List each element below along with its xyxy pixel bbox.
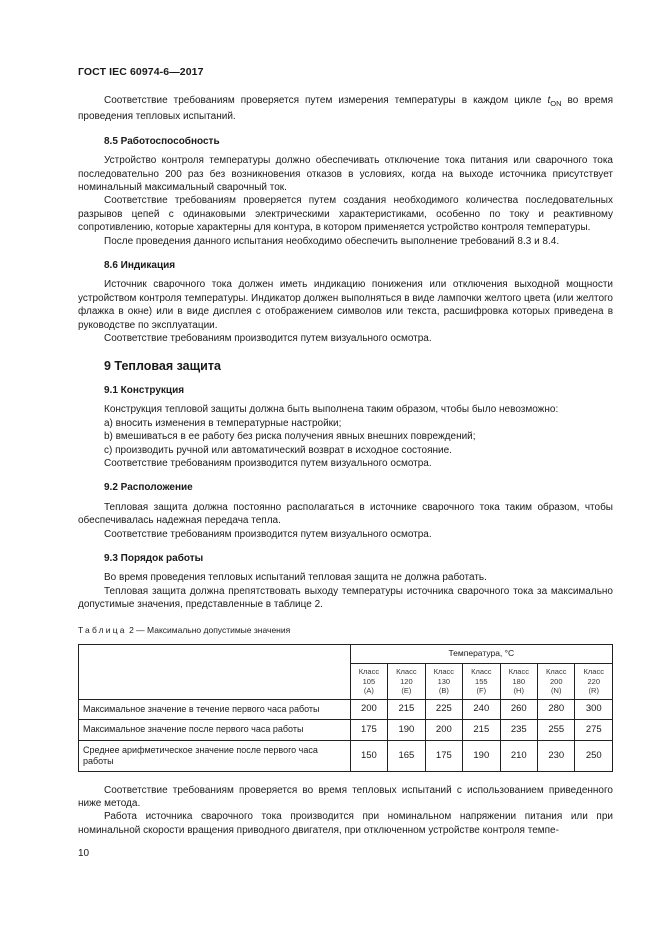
class-value: 130	[437, 676, 451, 686]
page-number: 10	[78, 848, 90, 859]
table-cell: 215	[388, 699, 425, 719]
table-cell: 210	[500, 740, 537, 771]
class-word: Класс	[546, 667, 567, 676]
table-cell: 250	[575, 740, 613, 771]
class-value: 155	[475, 676, 488, 686]
class-word: Класс	[358, 667, 380, 676]
class-code: (B)	[438, 686, 449, 695]
class-header-cell	[388, 664, 425, 700]
table-row	[79, 699, 613, 719]
table-cell: 225	[425, 699, 462, 719]
section-heading-8-5: 8.5 Работоспособность	[104, 135, 220, 147]
class-word: Класс	[508, 667, 529, 676]
paragraph: Тепловая защита должна постоянно располагаться в источнике сварочного тока таким образом, чтобы обеспечивалась надежная передача тепла.	[78, 501, 613, 527]
list-item: b) вмешиваться в ее работу без риска получения явных внешних повреждений;	[104, 431, 476, 443]
class-word: Класс	[583, 667, 604, 676]
table-cell: 260	[500, 699, 537, 719]
class-code: (A)	[363, 686, 374, 695]
paragraph: Устройство контроля температуры должно обеспечивать отключение тока питания или сварочного тока последовательно 200 раз без возникновения отказов в условиях, когда на выходе источника присутствует номинальный максимальный сварочный ток.	[78, 155, 613, 194]
table-cell: 190	[463, 740, 500, 771]
paragraph: Работа источника сварочного тока производится при номинальном напряжении питания или при номинальной скорости вращения приводного двигателя, при отключенном устройстве контроля темпе-	[78, 811, 613, 836]
class-value: 120	[400, 676, 413, 686]
table-caption-text: 2 — Максимально допустимые значения	[126, 624, 291, 635]
class-value: 220	[587, 676, 600, 686]
table-caption-label: Таблица	[78, 624, 127, 635]
table-cell: 175	[350, 719, 387, 740]
table-cell: 215	[463, 719, 500, 740]
table-cell: 175	[425, 740, 462, 771]
max-temperature-table	[78, 644, 613, 772]
class-code: (E)	[401, 686, 412, 695]
class-header-cell	[350, 664, 387, 700]
class-word: Класс	[396, 667, 417, 676]
table-caption	[78, 624, 613, 637]
table-cell: 300	[575, 699, 613, 719]
paragraph: Источник сварочного тока должен иметь индикацию понижения или отключения выходной мощности устройством контроля температуры. Индикатор должен выполняться в виде лампочки желтого цвета (или желтого флажка в окне) или в виде дисплея с отображением символов или текста, расшифровка которых приведена в руководстве по эксплуатации.	[78, 279, 613, 331]
table-cell: 240	[463, 699, 500, 719]
table-cell: 200	[350, 699, 387, 719]
paragraph	[78, 94, 613, 124]
class-value: 200	[549, 676, 563, 686]
table-cell: 190	[388, 719, 425, 740]
row-label: Максимальное значение после первого часа работы	[79, 719, 351, 740]
paragraph: После проведения данного испытания необходимо обеспечить выполнение требований 8.3 и 8.4.	[104, 235, 560, 247]
table-cell: 275	[575, 719, 613, 740]
table-corner-cell	[79, 645, 351, 700]
paragraph: Соответствие требованиям проверяется путем создания необходимого количества последовательных разрывов цепей с одинаковыми электрическими характеристиками, особенно по току и реактивному сопротивлению, которые характерны для контура, в котором применяется устройство контроля температуры.	[78, 195, 613, 234]
class-code: (R)	[588, 686, 599, 695]
paragraph: Тепловая защита должна препятствовать выходу температуры источника сварочного тока за максимально допустимые значения, представленные в таблице 2.	[78, 585, 613, 611]
table-row	[79, 740, 613, 771]
class-code: (N)	[551, 686, 562, 695]
table-row	[79, 719, 613, 740]
table-cell: 150	[350, 740, 387, 771]
paragraph: Конструкция тепловой защиты должна быть выполнена таким образом, чтобы было невозможно:	[104, 404, 559, 416]
paragraph: Соответствие требованиям производится путем визуального осмотра.	[104, 528, 432, 540]
class-header-cell	[538, 664, 575, 700]
class-header-cell	[463, 664, 500, 700]
class-word: Класс	[433, 667, 455, 676]
section-heading-8-6: 8.6 Индикация	[104, 260, 176, 272]
table-cell: 200	[425, 719, 462, 740]
class-value: 105	[362, 676, 376, 686]
paragraph: Соответствие требованиям производится путем визуального осмотра.	[104, 333, 432, 345]
class-header-cell	[425, 664, 462, 700]
class-word: Класс	[471, 667, 492, 676]
row-label: Максимальное значение в течение первого часа работы	[79, 699, 351, 719]
class-header-cell	[575, 664, 613, 700]
section-heading-9-3: 9.3 Порядок работы	[104, 552, 204, 564]
symbol-subscript: ON	[550, 99, 562, 108]
section-heading-9-2: 9.2 Расположение	[104, 482, 193, 494]
paragraph: Во время проведения тепловых испытаний тепловая защита не должна работать.	[104, 572, 487, 584]
table-cell: 255	[538, 719, 575, 740]
table-cell: 230	[538, 740, 575, 771]
table-cell: 280	[538, 699, 575, 719]
document-header: ГОСТ IEC 60974-6—2017	[78, 66, 204, 78]
row-label: Среднее арифметическое значение после первого часа работы	[79, 740, 351, 771]
table-cell: 165	[388, 740, 425, 771]
paragraph: Соответствие требованиям производится путем визуального осмотра.	[104, 457, 432, 469]
section-heading-9: 9 Тепловая защита	[104, 358, 221, 373]
class-value: 180	[512, 676, 526, 686]
paragraph: Соответствие требованиям проверяется во время тепловых испытаний с использованием приведенного ниже метода.	[78, 784, 613, 809]
table-cell: 235	[500, 719, 537, 740]
paragraph-text: Соответствие требованиям проверяется путем измерения температуры в каждом цикле	[104, 95, 548, 106]
page-content	[78, 94, 613, 837]
list-item: а) вносить изменения в температурные настройки;	[104, 417, 342, 429]
class-code: (F)	[476, 686, 487, 695]
symbol-t: t	[547, 95, 551, 106]
class-code: (H)	[513, 686, 524, 695]
paragraph-text: во время проведения тепловых испытаний.	[78, 95, 614, 123]
temperature-header: Температура, °С	[350, 645, 612, 664]
class-header-cell	[500, 664, 537, 700]
section-heading-9-1: 9.1 Конструкция	[104, 384, 185, 396]
list-item: c) производить ручной или автоматический возврат в исходное состояние.	[104, 444, 452, 456]
